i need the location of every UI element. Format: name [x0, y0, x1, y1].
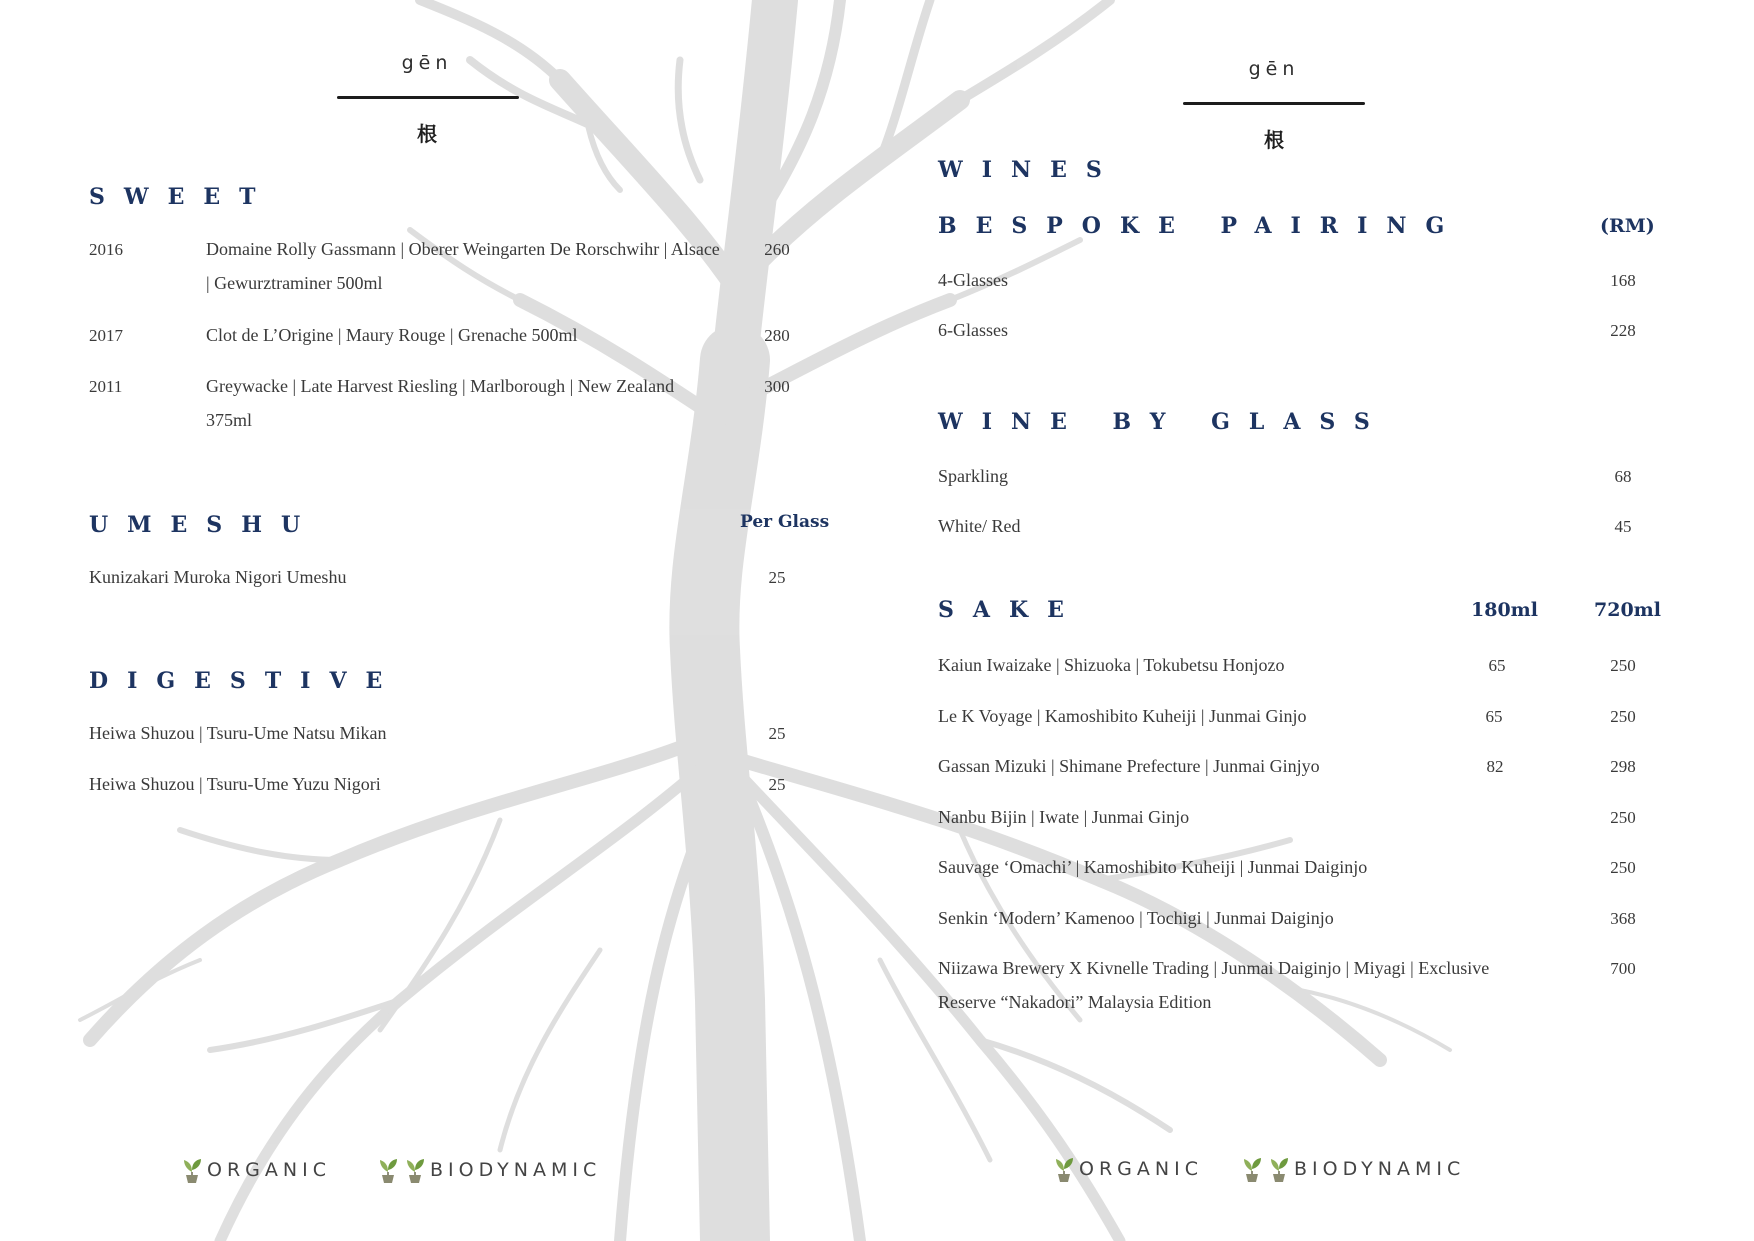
glass-description: Sparkling: [938, 466, 1008, 486]
legend-organic-label: ORGANIC: [1079, 1158, 1203, 1180]
sake-description: Gassan Mizuki | Shimane Prefecture | Junmai Ginjyo: [938, 756, 1320, 776]
sake-price-720ml: 250: [1610, 808, 1636, 827]
sprout-icon: [1267, 1155, 1291, 1183]
sake-description: Le K Voyage | Kamoshibito Kuheiji | Junmai Ginjo: [938, 706, 1307, 726]
sprout-icon: [1052, 1155, 1076, 1183]
sake-description: Senkin ‘Modern’ Kamenoo | Tochigi | Junmai Daiginjo: [938, 908, 1334, 928]
sake-price-720ml: 298: [1610, 757, 1636, 776]
column-header-720ml: 720ml: [1594, 599, 1661, 621]
section-heading-sake: SAKE: [938, 597, 1083, 623]
sweet-year: 2011: [89, 377, 123, 396]
logo-underline: [1183, 102, 1365, 105]
umeshu-description: Kunizakari Muroka Nigori Umeshu: [89, 567, 347, 587]
sake-price-720ml: 250: [1610, 707, 1636, 726]
legend-organic-label: ORGANIC: [207, 1159, 331, 1181]
sake-price-180ml: 82: [1486, 757, 1504, 776]
sprout-icon: [180, 1156, 204, 1184]
sake-price-180ml: 65: [1488, 656, 1506, 675]
column-header-rm: (RM): [1600, 215, 1655, 237]
sweet-description: Greywacke | Late Harvest Riesling | Marlborough | New Zealand 375ml: [206, 376, 675, 430]
column-header-180ml: 180ml: [1471, 599, 1538, 621]
digestive-description: Heiwa Shuzou | Tsuru-Ume Natsu Mikan: [89, 723, 387, 743]
sprout-icon: [376, 1156, 400, 1184]
sake-price-720ml: 700: [1610, 959, 1636, 978]
sprout-icon: [403, 1156, 427, 1184]
column-header-per-glass: Per Glass: [740, 512, 830, 532]
legend-biodynamic-label: BIODYNAMIC: [1294, 1158, 1466, 1180]
logo-kanji: 根: [1264, 128, 1284, 152]
section-heading-digestive: DIGESTIVE: [89, 668, 402, 694]
digestive-price: 25: [768, 724, 786, 743]
sweet-price: 300: [764, 377, 790, 396]
section-heading-sweet: SWEET: [89, 184, 275, 210]
sake-description: Kaiun Iwaizake | Shizuoka | Tokubetsu Honjozo: [938, 655, 1285, 675]
glass-price: 68: [1614, 467, 1632, 486]
sweet-description: Domaine Rolly Gassmann | Oberer Weingarten De Rorschwihr | Alsace | Gewurztraminer 500ml: [206, 239, 720, 293]
section-heading-wines: WINES: [938, 157, 1121, 183]
umeshu-price: 25: [768, 568, 786, 587]
legend-organic: [180, 1156, 331, 1184]
pairing-price: 228: [1610, 321, 1636, 340]
sweet-price: 280: [764, 326, 790, 345]
legend-biodynamic-label: BIODYNAMIC: [430, 1159, 602, 1181]
sweet-year: 2017: [89, 326, 123, 345]
section-heading-umeshu: UMESHU: [89, 512, 320, 538]
sprout-icon: [1240, 1155, 1264, 1183]
pairing-price: 168: [1610, 271, 1636, 290]
legend-biodynamic: [1240, 1155, 1465, 1183]
logo-wordmark: gēn: [401, 52, 453, 74]
sake-price-180ml: 65: [1485, 707, 1503, 726]
section-heading-bespoke-pairing: BESPOKE PAIRING: [938, 213, 1464, 239]
sake-description: Nanbu Bijin | Iwate | Junmai Ginjo: [938, 807, 1190, 827]
logo-underline: [337, 96, 519, 99]
legend-organic: [1052, 1155, 1203, 1183]
logo-kanji: 根: [417, 122, 437, 146]
glass-description: White/ Red: [938, 516, 1021, 536]
sake-price-720ml: 250: [1610, 858, 1636, 877]
sweet-year: 2016: [89, 240, 123, 259]
pairing-description: 4-Glasses: [938, 270, 1008, 290]
digestive-description: Heiwa Shuzou | Tsuru-Ume Yuzu Nigori: [89, 774, 381, 794]
section-heading-wine-by-glass: WINE BY GLASS: [938, 409, 1389, 435]
sweet-description: Clot de L’Origine | Maury Rouge | Grenache 500ml: [206, 325, 578, 345]
legend-biodynamic: [376, 1156, 601, 1184]
sake-price-720ml: 250: [1610, 656, 1636, 675]
glass-price: 45: [1614, 517, 1632, 536]
pairing-description: 6-Glasses: [938, 320, 1008, 340]
logo-wordmark: gēn: [1248, 58, 1300, 80]
sake-description: Sauvage ‘Omachi’ | Kamoshibito Kuheiji | Junmai Daiginjo: [938, 857, 1368, 877]
sake-price-720ml: 368: [1610, 909, 1636, 928]
digestive-price: 25: [768, 775, 786, 794]
sake-description: Niizawa Brewery X Kivnelle Trading | Junmai Daiginjo | Miyagi | Exclusive Reserve “Nakadori” Malaysia Edition: [938, 958, 1490, 1012]
sweet-price: 260: [764, 240, 790, 259]
